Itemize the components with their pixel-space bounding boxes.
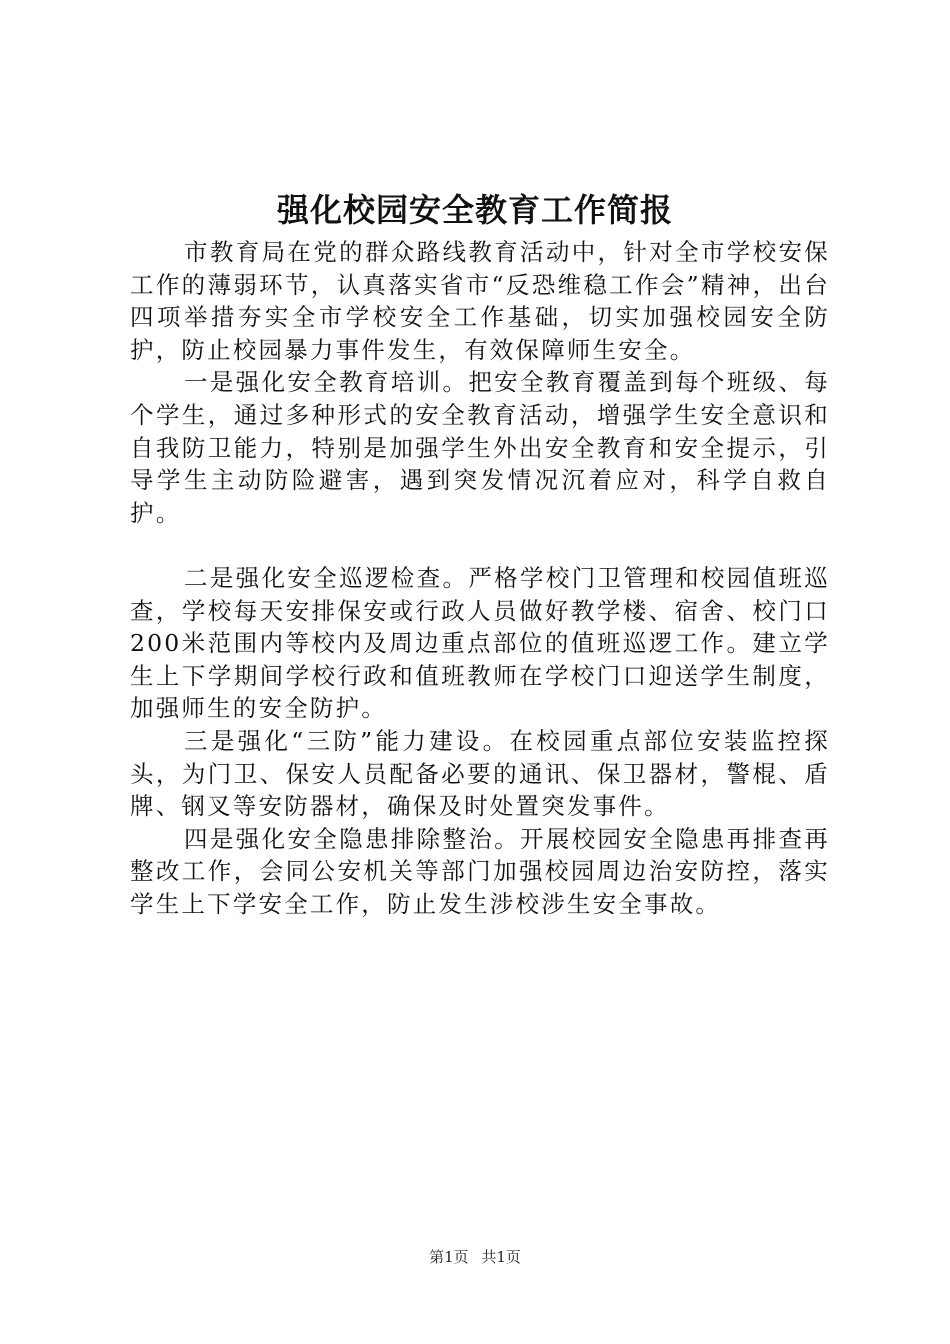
page-number: 第1页	[429, 1248, 469, 1266]
page-title: 强化校园安全教育工作简报	[276, 191, 673, 229]
page-total: 共1页	[481, 1248, 521, 1266]
paragraph-three-defenses: 三是强化“三防”能力建设。在校园重点部位安装监控探头，为门卫、保安人员配备必要的通讯、保卫器材，警棍、盾牌、钢叉等安防器材，确保及时处置突发事件。	[130, 726, 830, 821]
paragraph-intro: 市教育局在党的群众路线教育活动中，针对全市学校安保工作的薄弱环节，认真落实省市“反恐维稳工作会”精神，出台四项举措夯实全市学校安全工作基础，切实加强校园安全防护，防止校园暴力事件发生，有效保障师生安全。	[130, 238, 830, 364]
page-footer	[0, 1247, 950, 1267]
paragraph-education-training: 一是强化安全教育培训。把安全教育覆盖到每个班级、每个学生，通过多种形式的安全教育活动，增强学生安全意识和自我防卫能力，特别是加强学生外出安全教育和安全提示，引导学生主动防险避害，遇到突发情况沉着应对，科学自救自护。	[130, 368, 830, 527]
paragraph-hazard-elimination: 四是强化安全隐患排除整治。开展校园安全隐患再排查再整改工作，会同公安机关等部门加强校园周边治安防控，落实学生上下学安全工作，防止发生涉校涉生安全事故。	[130, 824, 830, 918]
document-body	[130, 236, 830, 920]
paragraph-patrol-inspection: 二是强化安全巡逻检查。严格学校门卫管理和校园值班巡查，学校每天安排保安或行政人员做好教学楼、宿舍、校门口200米范围内等校内及周边重点部位的值班巡逻工作。建立学生上下学期间学校行政和值班教师在学校门口迎送学生制度，加强师生的安全防护。	[130, 563, 830, 723]
